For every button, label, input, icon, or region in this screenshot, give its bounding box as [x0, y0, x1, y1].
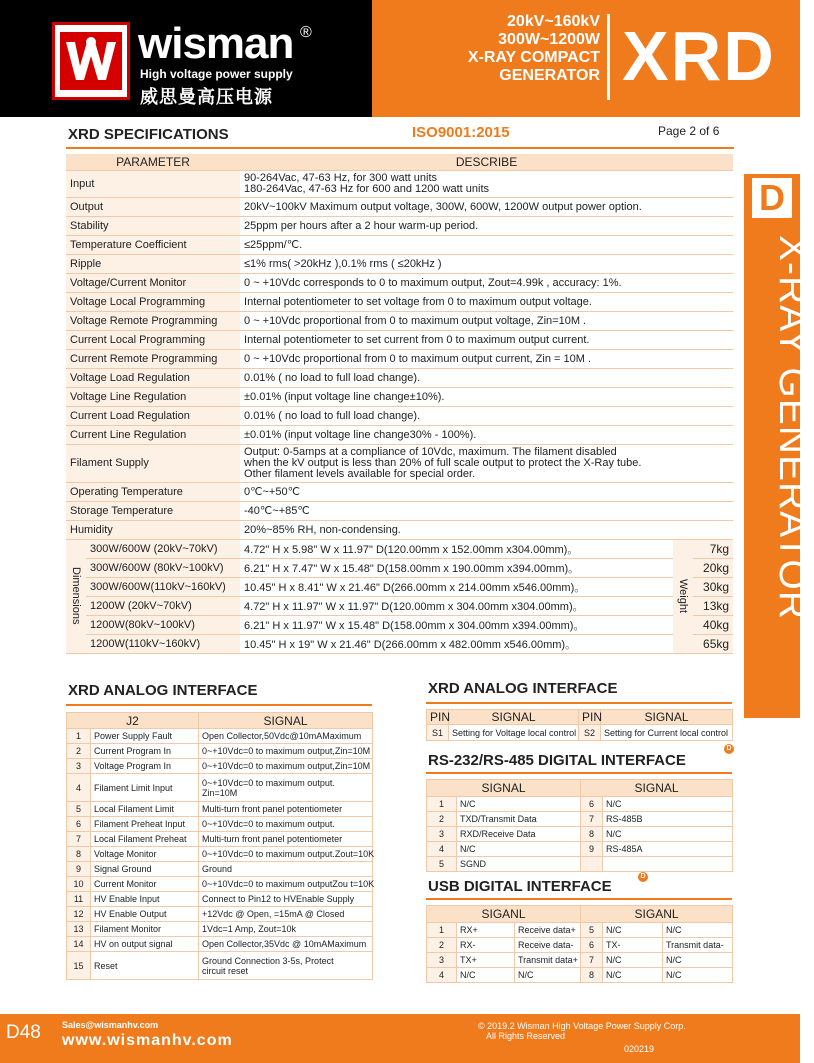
spec-row [66, 273, 733, 292]
pin-signal-header: SIGNAL [601, 710, 733, 725]
rs-cell: N/C [603, 827, 733, 842]
sales-email[interactable]: Sales@wismanhv.com [62, 1020, 159, 1030]
pin-signal-line: Open Collector,35Vdc @ 10mAMaximum [202, 939, 367, 949]
size-cell: 6.21" H x 7.47" W x 15.48" D(158.00mm x 190.00mm x394.00mm)。 [240, 558, 673, 577]
pin-signal-line: 0~+10Vdc=0 to maximum output. [202, 819, 335, 829]
usb-cell: TX+ [457, 953, 515, 968]
pin-number: 12 [67, 907, 91, 922]
pin-cell: S1 [427, 725, 449, 741]
pin-signal-line: Open Collector,50Vdc@10mAMaximum [202, 731, 362, 741]
spec-desc [240, 444, 733, 482]
j2-row [67, 774, 373, 802]
rs-cell: RXD/Receive Data [457, 827, 581, 842]
usb-cell: RX- [457, 938, 515, 953]
pin-signal [199, 802, 373, 817]
size-cell: 6.21" H x 11.97" W x 15.48" D(158.00mm x 304.00mm x394.00mm)。 [240, 615, 673, 634]
dimension-row [66, 539, 733, 558]
usb-cell: Receive data- [515, 938, 581, 953]
size-cell: 4.72" H x 11.97" W x 11.97" D(120.00mm x 304.00mm x304.00mm)。 [240, 596, 673, 615]
rs-cell [603, 857, 733, 872]
weight-cell: 13kg [693, 596, 733, 615]
doc-code: 020219 [624, 1044, 655, 1054]
usb-cell: N/C [663, 953, 733, 968]
spec-param: Voltage/Current Monitor [66, 273, 240, 292]
pin-signal-line: Multi-turn front panel potentiometer [202, 834, 343, 844]
j2-row [67, 832, 373, 847]
usb-cell: TX- [603, 938, 663, 953]
page-number: Page 2 of 6 [658, 124, 720, 138]
pin-name: Local Filament Preheat [91, 832, 199, 847]
spec-row [66, 425, 733, 444]
product-code: XRD [622, 17, 776, 95]
spec-desc-line: Internal potentiometer to set current from 0 to maximum output current. [244, 333, 590, 346]
j2-row [67, 759, 373, 774]
pin-number: 13 [67, 922, 91, 937]
spec-desc-line: when the kV output is less than 20% of full scale output to protect the X-Ray tube. [244, 456, 642, 469]
pin-name: Reset [91, 952, 199, 980]
brand-name: wisman [138, 19, 294, 68]
title-rule [66, 147, 734, 149]
usb-cell: N/C [663, 923, 733, 938]
spec-desc [240, 425, 733, 444]
spec-row [66, 254, 733, 273]
side-letter: D [752, 178, 792, 218]
weight-cell: 65kg [693, 634, 733, 653]
spec-desc-line: ±0.01% (input voltage line change30% - 100%). [244, 428, 477, 441]
size-cell: 10.45" H x 8.41" W x 21.46" D(266.00mm x 214.00mm x546.00mm)。 [240, 577, 673, 596]
spec-desc-line: Internal potentiometer to set voltage from 0 to maximum output voltage. [244, 295, 592, 308]
pin-number: 14 [67, 937, 91, 952]
product-line: GENERATOR [499, 67, 600, 84]
header-divider [607, 14, 610, 100]
spec-param: Voltage Remote Programming [66, 311, 240, 330]
spec-param: Voltage Line Regulation [66, 387, 240, 406]
dimension-row [66, 634, 733, 653]
spec-param: Current Local Programming [66, 330, 240, 349]
spec-desc [240, 368, 733, 387]
brand-tagline: High voltage power supply [140, 67, 293, 81]
usb-cell: N/C [663, 968, 733, 983]
pin-signal [199, 892, 373, 907]
dimension-row [66, 596, 733, 615]
pin-signal-line: 1Vdc=1 Amp, Zout=10k [202, 924, 297, 934]
spec-desc [240, 170, 733, 197]
size-cell: 10.45" H x 19" W x 21.46" D(266.00mm x 482.00mm x546.00mm)。 [240, 634, 673, 653]
rs-cell: 8 [581, 827, 603, 842]
product-description [420, 13, 600, 85]
usb-cell: 4 [427, 968, 457, 983]
spec-desc-line: 0℃~+50℃ [244, 486, 300, 498]
spec-desc-line: 90-264Vac, 47-63 Hz, for 300 watt units [244, 171, 438, 184]
spec-param: Output [66, 197, 240, 216]
pin-number: 1 [67, 729, 91, 744]
pin-signal [199, 817, 373, 832]
rs-row [427, 827, 733, 842]
j2-row [67, 922, 373, 937]
pin-signal [199, 759, 373, 774]
j2-row [67, 877, 373, 892]
pin-signal [199, 907, 373, 922]
usb-signal-header: SIGANL [581, 906, 733, 923]
weight-label: Weight [673, 539, 693, 653]
spec-desc-line: 0.01% ( no load to full load change). [244, 409, 421, 422]
pin-signal [199, 729, 373, 744]
pin-signal-line: +12Vdc @ Open, =15mA @ Closed [202, 909, 345, 919]
rs-cell: 6 [581, 797, 603, 812]
spec-desc-line: Output: 0-5amps at a compliance of 10Vdc, maximum. The filament disabled [244, 445, 617, 458]
rs-row [427, 797, 733, 812]
d-mark-icon: D [724, 744, 734, 754]
spec-desc-line: ≤1% rms( >20kHz ),0.1% rms ( ≤20kHz ) [244, 257, 442, 270]
spec-desc-line: 25ppm per hours after a 2 hour warm-up period. [244, 219, 479, 232]
spec-param: Input [66, 170, 240, 197]
spec-row [66, 311, 733, 330]
rs-cell: N/C [603, 797, 733, 812]
dimension-row [66, 577, 733, 596]
rs-cell: 3 [427, 827, 457, 842]
usb-cell: 5 [581, 923, 603, 938]
registered-mark: ® [300, 24, 312, 41]
usb-row [427, 968, 733, 983]
usb-cell: 6 [581, 938, 603, 953]
usb-cell: Transmit data+ [515, 953, 581, 968]
usb-cell: N/C [603, 953, 663, 968]
usb-cell: 7 [581, 953, 603, 968]
spec-param: Filament Supply [66, 444, 240, 482]
pin-number: 6 [67, 817, 91, 832]
j2-row [67, 892, 373, 907]
product-line: X-RAY COMPACT [467, 49, 600, 66]
spec-param: Storage Temperature [66, 501, 240, 520]
pin-number: 11 [67, 892, 91, 907]
product-line: 300W~1200W [498, 31, 600, 48]
usb-cell: 2 [427, 938, 457, 953]
spec-row [66, 444, 733, 482]
spec-desc [240, 197, 733, 216]
model-cell: 300W/600W(110kV~160kV) [86, 577, 240, 596]
pin-name: Filament Monitor [91, 922, 199, 937]
pin-number: 10 [67, 877, 91, 892]
pin-signal [199, 877, 373, 892]
copyright: © 2019.2 Wisman High Voltage Power Supply Corp. [478, 1021, 686, 1031]
spec-param: Voltage Load Regulation [66, 368, 240, 387]
pin-number: 3 [67, 759, 91, 774]
spec-desc [240, 330, 733, 349]
pin-name: HV on output signal [91, 937, 199, 952]
analog2-rule [426, 702, 732, 704]
spec-desc [240, 273, 733, 292]
spec-desc-line: -40℃~+85℃ [244, 505, 310, 517]
spec-row [66, 197, 733, 216]
spec-row [66, 387, 733, 406]
model-cell: 1200W (20kV~70kV) [86, 596, 240, 615]
brand-chinese: 威思曼高压电源 [140, 87, 273, 107]
weight-cell: 20kg [693, 558, 733, 577]
pin-signal [199, 744, 373, 759]
pin-signal [199, 922, 373, 937]
spec-param: Current Line Regulation [66, 425, 240, 444]
spec-desc-line: 0 ~ +10Vdc proportional from 0 to maximum output voltage, Zin=10M . [244, 314, 587, 327]
rights: All Rights Reserved [486, 1031, 566, 1041]
usb-cell: 1 [427, 923, 457, 938]
pin-name: Voltage Program In [91, 759, 199, 774]
rs-title: RS-232/RS-485 DIGITAL INTERFACE [428, 752, 686, 769]
pin-signal-line: 0~+10Vdc=0 to maximum output. [202, 777, 335, 788]
pin-cell: S2 [579, 725, 601, 741]
j2-row [67, 744, 373, 759]
spec-desc-line: 180-264Vac, 47-63 Hz for 600 and 1200 watt units [244, 182, 490, 195]
spec-row [66, 520, 733, 539]
footer-page: D48 [6, 1022, 41, 1043]
usb-cell: N/C [603, 923, 663, 938]
spec-desc [240, 482, 733, 501]
spec-row [66, 235, 733, 254]
spec-desc-line: Other filament levels available for special order. [244, 467, 476, 480]
signal-cell: Setting for Voltage local control [449, 725, 579, 741]
pin-header: PIN [579, 710, 601, 725]
j2-signal-header: SIGNAL [199, 713, 373, 729]
rs-cell: 5 [427, 857, 457, 872]
usb-signal-header: SIGANL [427, 906, 581, 923]
pin-header: PIN [427, 710, 449, 725]
spec-desc-line: ≤25ppm/℃. [244, 239, 303, 251]
spec-desc-line: 20kV~100kV Maximum output voltage, 300W, 600W, 1200W output power option. [244, 200, 642, 213]
iso-label: ISO9001:2015 [412, 124, 510, 141]
j2-row [67, 937, 373, 952]
pin-number: 2 [67, 744, 91, 759]
analog-title: XRD ANALOG INTERFACE [68, 682, 258, 699]
wisman-logo-icon [52, 22, 130, 100]
rs-signal-header: SIGNAL [581, 780, 733, 797]
j2-row [67, 847, 373, 862]
spec-row [66, 482, 733, 501]
analog-rule [66, 704, 372, 706]
usb-row [427, 923, 733, 938]
pin-signal-line: Ground [202, 864, 233, 874]
pin-number: 9 [67, 862, 91, 877]
spec-desc [240, 254, 733, 273]
pin-signal [199, 847, 373, 862]
j2-row [67, 907, 373, 922]
pin-name: Local Filament Limit [91, 802, 199, 817]
model-cell: 300W/600W (20kV~70kV) [86, 539, 240, 558]
spec-desc [240, 235, 733, 254]
j2-row [67, 817, 373, 832]
rs-cell: RS-485B [603, 812, 733, 827]
rs-row [427, 857, 733, 872]
pin-number: 4 [67, 774, 91, 802]
rs-cell: N/C [457, 842, 581, 857]
pin-signal-line: Multi-turn front panel potentiometer [202, 804, 343, 814]
pin-name: Signal Ground [91, 862, 199, 877]
model-cell: 1200W(80kV~100kV) [86, 615, 240, 634]
spec-desc [240, 406, 733, 425]
weight-cell: 40kg [693, 615, 733, 634]
j2-row [67, 862, 373, 877]
pin-signal-line: 0~+10Vdc=0 to maximum output.Zout=10K [202, 849, 375, 859]
dimensions-label: Dimensions [66, 539, 86, 653]
analog-title-2: XRD ANALOG INTERFACE [428, 680, 618, 697]
spec-row [66, 349, 733, 368]
dimension-row [66, 615, 733, 634]
pin-name: Power Supply Fault [91, 729, 199, 744]
rs-cell: SGND [457, 857, 581, 872]
usb-table [426, 905, 733, 983]
spec-row [66, 170, 733, 197]
usb-cell: Receive data+ [515, 923, 581, 938]
usb-cell: N/C [515, 968, 581, 983]
spec-desc [240, 349, 733, 368]
pin-number: 8 [67, 847, 91, 862]
pin-signal [199, 952, 373, 980]
pin-name: Current Monitor [91, 877, 199, 892]
rs-row [427, 842, 733, 857]
spec-row [66, 330, 733, 349]
spec-param: Voltage Local Programming [66, 292, 240, 311]
spec-row [66, 216, 733, 235]
d-mark-icon: D [638, 872, 648, 882]
spec-param: Operating Temperature [66, 482, 240, 501]
usb-cell: Transmit data- [663, 938, 733, 953]
pin-signal-line: Ground Connection 3-5s, Protect [202, 955, 334, 966]
spec-row [66, 406, 733, 425]
rs-row [427, 812, 733, 827]
dimension-row [66, 558, 733, 577]
product-line: 20kV~160kV [507, 13, 600, 30]
j2-row [67, 802, 373, 817]
spec-desc [240, 292, 733, 311]
spec-desc [240, 387, 733, 406]
rs-cell: N/C [457, 797, 581, 812]
model-cell: 1200W(110kV~160kV) [86, 634, 240, 653]
usb-cell: RX+ [457, 923, 515, 938]
pin-name: Current Program In [91, 744, 199, 759]
rs-cell: 1 [427, 797, 457, 812]
spec-param: Humidity [66, 520, 240, 539]
spec-desc [240, 216, 733, 235]
pin-signal-line: Zin=10M [202, 787, 238, 798]
rs-cell: RS-485A [603, 842, 733, 857]
spec-row [66, 501, 733, 520]
pin-signal-line: 0~+10Vdc=0 to maximum output,Zin=10M [202, 746, 371, 756]
pin-signal [199, 937, 373, 952]
rs-cell: 9 [581, 842, 603, 857]
spec-param: Ripple [66, 254, 240, 273]
pin-number: 15 [67, 952, 91, 980]
rs-cell: 4 [427, 842, 457, 857]
weight-cell: 30kg [693, 577, 733, 596]
describe-header: DESCRIBE [240, 154, 733, 170]
pin-name: Voltage Monitor [91, 847, 199, 862]
pin-signal [199, 832, 373, 847]
signal-cell: Setting for Current local control [601, 725, 733, 741]
spec-desc-line: ±0.01% (input voltage line change±10%). [244, 390, 445, 403]
spec-table [66, 154, 733, 654]
spec-param: Current Load Regulation [66, 406, 240, 425]
spec-param: Current Remote Programming [66, 349, 240, 368]
usb-cell: 8 [581, 968, 603, 983]
pin-signal [199, 862, 373, 877]
param-header: PARAMETER [66, 154, 240, 170]
j2-header: J2 [67, 713, 199, 729]
j2-table [66, 712, 373, 980]
spec-row [66, 368, 733, 387]
usb-cell: N/C [457, 968, 515, 983]
pin-name: Filament Limit Input [91, 774, 199, 802]
spec-param: Temperature Coefficient [66, 235, 240, 254]
pin-name: HV Enable Output [91, 907, 199, 922]
pin-signal-line: circuit reset [202, 965, 249, 976]
rs-table [426, 779, 733, 872]
usb-title: USB DIGITAL INTERFACE [428, 878, 612, 895]
rs-signal-header: SIGNAL [427, 780, 581, 797]
j2-row [67, 952, 373, 980]
spec-desc-line: 0 ~ +10Vdc proportional from 0 to maximum output current, Zin = 10M . [244, 352, 591, 365]
spec-desc-line: 0 ~ +10Vdc corresponds to 0 to maximum output, Zout=4.99k , accuracy: 1%. [244, 276, 622, 289]
rs-cell: 2 [427, 812, 457, 827]
rs-cell: TXD/Transmit Data [457, 812, 581, 827]
pin-signal-line: Connect to Pin12 to HVEnable Supply [202, 894, 355, 904]
spec-desc-line: 20%~85% RH, non-condensing. [244, 523, 401, 536]
pin-signal-line: 0~+10Vdc=0 to maximum outputZou t=10K [202, 879, 375, 889]
spec-title: XRD SPECIFICATIONS [68, 126, 229, 143]
weight-cell: 7kg [693, 539, 733, 558]
spec-param: Stability [66, 216, 240, 235]
model-cell: 300W/600W (80kV~100kV) [86, 558, 240, 577]
rs-rule [426, 772, 732, 774]
pin-name: HV Enable Input [91, 892, 199, 907]
spec-desc [240, 311, 733, 330]
pin-signal [199, 774, 373, 802]
usb-cell: 3 [427, 953, 457, 968]
pin-name: Filament Preheat Input [91, 817, 199, 832]
spec-desc [240, 520, 733, 539]
website-link[interactable]: www.wismanhv.com [62, 1032, 233, 1049]
side-title: X-RAY GENERATOR [771, 235, 814, 620]
size-cell: 4.72" H x 5.98" W x 11.97" D(120.00mm x 152.00mm x304.00mm)。 [240, 539, 673, 558]
pin-number: 7 [67, 832, 91, 847]
usb-row [427, 953, 733, 968]
spec-desc [240, 501, 733, 520]
pin-table [426, 709, 733, 741]
usb-row [427, 938, 733, 953]
rs-cell [581, 857, 603, 872]
pin-signal-header: SIGNAL [449, 710, 579, 725]
rs-cell: 7 [581, 812, 603, 827]
pin-number: 5 [67, 802, 91, 817]
spec-desc-line: 0.01% ( no load to full load change). [244, 371, 421, 384]
usb-cell: N/C [603, 968, 663, 983]
spec-row [66, 292, 733, 311]
j2-row [67, 729, 373, 744]
usb-rule [426, 898, 732, 900]
pin-signal-line: 0~+10Vdc=0 to maximum output,Zin=10M [202, 761, 371, 771]
